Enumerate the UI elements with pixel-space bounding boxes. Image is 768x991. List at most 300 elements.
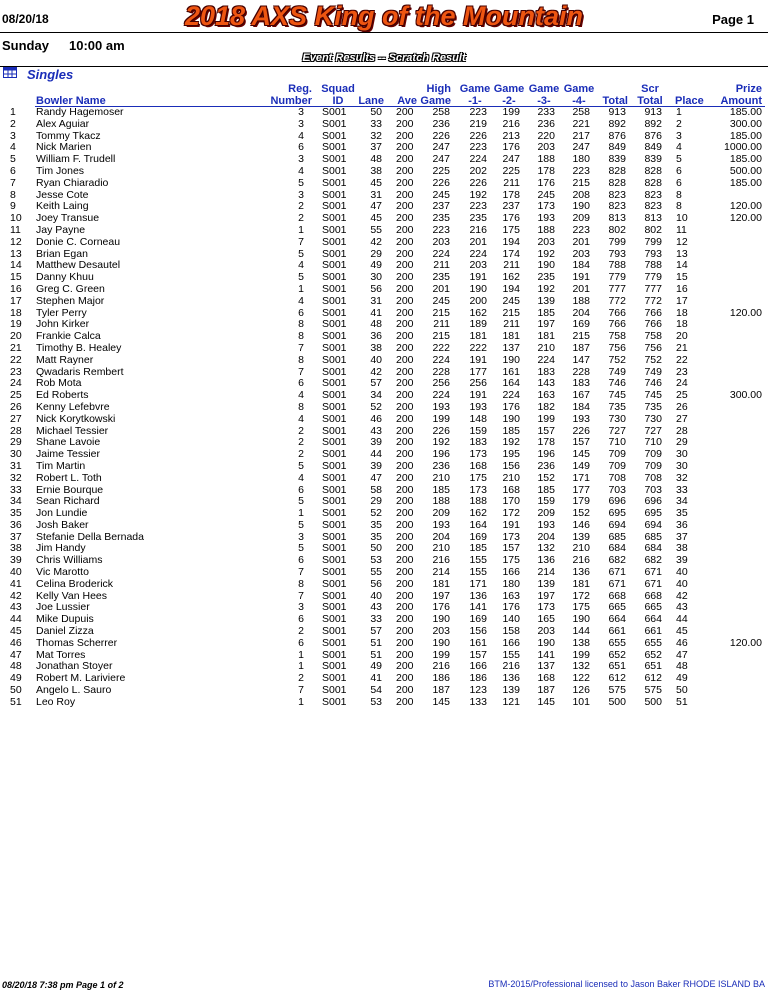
cell-game-4: 138 — [572, 636, 590, 649]
cell-lane: 51 — [370, 636, 382, 649]
cell-game-1: 162 — [469, 507, 487, 520]
cell-scr-total: 735 — [644, 400, 662, 413]
cell-bowler-name: Keith Laing — [36, 200, 89, 213]
cell-average: 200 — [396, 188, 414, 201]
cell-average: 200 — [396, 625, 414, 638]
cell-game-4: 184 — [572, 400, 590, 413]
cell-game-1: 219 — [469, 117, 487, 130]
cell-game-1: 136 — [469, 589, 487, 602]
cell-game-4: 149 — [572, 459, 590, 472]
table-row — [0, 461, 768, 473]
table-row — [0, 166, 768, 178]
cell-place: 42 — [676, 589, 688, 602]
cell-place-index: 7 — [10, 176, 16, 189]
cell-reg-number: 4 — [298, 389, 304, 402]
cell-high-game: 145 — [432, 695, 450, 708]
cell-place-index: 41 — [10, 577, 22, 590]
cell-reg-number: 7 — [298, 235, 304, 248]
cell-high-game: 214 — [432, 566, 450, 579]
cell-game-4: 177 — [572, 483, 590, 496]
cell-place-index: 29 — [10, 436, 22, 449]
cell-bowler-name: Matthew Desautel — [36, 259, 121, 272]
cell-high-game: 226 — [432, 176, 450, 189]
cell-average: 200 — [396, 577, 414, 590]
cell-reg-number: 7 — [298, 684, 304, 697]
cell-total: 695 — [608, 507, 626, 520]
cell-game-1: 164 — [469, 518, 487, 531]
cell-game-1: 169 — [469, 530, 487, 543]
cell-game-3: 185 — [537, 306, 555, 319]
cell-squad-id: S001 — [322, 106, 347, 118]
cell-game-1: 256 — [469, 377, 487, 390]
cell-reg-number: 7 — [298, 341, 304, 354]
cell-game-1: 148 — [469, 412, 487, 425]
cell-total: 671 — [608, 566, 626, 579]
cell-place-index: 26 — [10, 400, 22, 413]
cell-game-2: 174 — [502, 247, 520, 260]
cell-place: 48 — [676, 660, 688, 673]
cell-lane: 38 — [370, 164, 382, 177]
cell-place: 38 — [676, 542, 688, 555]
cell-game-1: 222 — [469, 341, 487, 354]
cell-reg-number: 2 — [298, 436, 304, 449]
cell-place: 6 — [676, 176, 682, 189]
cell-total: 696 — [608, 495, 626, 508]
cell-average: 200 — [396, 223, 414, 236]
cell-game-2: 237 — [502, 200, 520, 213]
cell-high-game: 199 — [432, 412, 450, 425]
cell-game-4: 208 — [572, 188, 590, 201]
cell-place: 40 — [676, 577, 688, 590]
cell-total: 756 — [608, 341, 626, 354]
page-number: Page 1 — [712, 12, 754, 27]
cell-game-3: 236 — [537, 117, 555, 130]
cell-game-2: 175 — [502, 223, 520, 236]
cell-bowler-name: Daniel Zizza — [36, 625, 94, 638]
cell-total: 823 — [608, 200, 626, 213]
cell-bowler-name: Angelo L. Sauro — [36, 684, 112, 697]
cell-lane: 54 — [370, 684, 382, 697]
cell-scr-total: 500 — [644, 695, 662, 708]
cell-game-3: 210 — [537, 341, 555, 354]
table-row — [0, 178, 768, 190]
cell-game-3: 152 — [537, 471, 555, 484]
cell-total: 671 — [608, 577, 626, 590]
cell-squad-id: S001 — [322, 424, 347, 437]
cell-prize-amount: 300.00 — [729, 389, 762, 402]
cell-prize-amount: 300.00 — [729, 117, 762, 130]
cell-place-index: 35 — [10, 507, 22, 520]
cell-place-index: 51 — [10, 695, 22, 708]
cell-high-game: 224 — [432, 353, 450, 366]
table-row — [0, 225, 768, 237]
cell-lane: 36 — [370, 330, 382, 343]
cell-scr-total: 671 — [644, 566, 662, 579]
cell-game-2: 176 — [502, 400, 520, 413]
table-row — [0, 119, 768, 131]
cell-average: 200 — [396, 294, 414, 307]
cell-game-3: 157 — [537, 424, 555, 437]
cell-game-2: 156 — [502, 459, 520, 472]
cell-game-3: 176 — [537, 176, 555, 189]
cell-game-1: 161 — [469, 636, 487, 649]
cell-game-3: 236 — [537, 459, 555, 472]
cell-high-game: 247 — [432, 153, 450, 166]
report-subtitle: Event Results -- Scratch Result — [302, 52, 466, 64]
cell-bowler-name: Nick Marien — [36, 141, 92, 154]
cell-average: 200 — [396, 235, 414, 248]
cell-reg-number: 5 — [298, 176, 304, 189]
cell-squad-id: S001 — [322, 164, 347, 177]
cell-average: 200 — [396, 636, 414, 649]
cell-reg-number: 1 — [298, 695, 304, 708]
cell-total: 682 — [608, 554, 626, 567]
cell-game-4: 203 — [572, 247, 590, 260]
cell-prize-amount: 120.00 — [729, 212, 762, 225]
cell-bowler-name: Joe Lussier — [36, 601, 90, 614]
cell-lane: 50 — [370, 106, 382, 118]
cell-high-game: 237 — [432, 200, 450, 213]
cell-scr-total: 766 — [644, 306, 662, 319]
cell-place: 26 — [676, 400, 688, 413]
cell-total: 661 — [608, 625, 626, 638]
cell-bowler-name: Greg C. Green — [36, 282, 105, 295]
cell-bowler-name: Kelly Van Hees — [36, 589, 108, 602]
cell-bowler-name: Thomas Scherrer — [36, 636, 118, 649]
cell-place-index: 2 — [10, 117, 16, 130]
cell-squad-id: S001 — [322, 400, 347, 413]
cell-game-1: 203 — [469, 259, 487, 272]
results-table — [0, 107, 768, 709]
cell-place: 39 — [676, 554, 688, 567]
cell-average: 200 — [396, 589, 414, 602]
cell-lane: 56 — [370, 282, 382, 295]
cell-game-4: 167 — [572, 389, 590, 402]
cell-lane: 40 — [370, 353, 382, 366]
cell-place-index: 37 — [10, 530, 22, 543]
cell-reg-number: 7 — [298, 589, 304, 602]
cell-high-game: 201 — [432, 282, 450, 295]
cell-high-game: 228 — [432, 365, 450, 378]
cell-bowler-name: Michael Tessier — [36, 424, 109, 437]
cell-game-2: 176 — [502, 212, 520, 225]
cell-game-2: 216 — [502, 117, 520, 130]
table-row — [0, 296, 768, 308]
cell-game-2: 175 — [502, 554, 520, 567]
cell-reg-number: 8 — [298, 318, 304, 331]
cell-lane: 42 — [370, 235, 382, 248]
cell-reg-number: 8 — [298, 330, 304, 343]
cell-reg-number: 2 — [298, 448, 304, 461]
cell-game-1: 202 — [469, 164, 487, 177]
cell-scr-total: 849 — [644, 141, 662, 154]
cell-lane: 48 — [370, 318, 382, 331]
cell-scr-total: 695 — [644, 507, 662, 520]
cell-place: 12 — [676, 235, 688, 248]
cell-bowler-name: Qwadaris Rembert — [36, 365, 124, 378]
cell-reg-number: 7 — [298, 365, 304, 378]
cell-average: 200 — [396, 400, 414, 413]
cell-game-1: 223 — [469, 141, 487, 154]
cell-squad-id: S001 — [322, 188, 347, 201]
cell-total: 709 — [608, 448, 626, 461]
cell-game-2: 192 — [502, 436, 520, 449]
cell-place-index: 36 — [10, 518, 22, 531]
cell-total: 823 — [608, 188, 626, 201]
cell-reg-number: 3 — [298, 188, 304, 201]
cell-total: 766 — [608, 306, 626, 319]
cell-game-2: 211 — [503, 259, 520, 272]
cell-lane: 35 — [370, 518, 382, 531]
cell-game-4: 226 — [572, 424, 590, 437]
cell-game-1: 173 — [469, 483, 487, 496]
cell-scr-total: 682 — [644, 554, 662, 567]
cell-reg-number: 1 — [298, 660, 304, 673]
cell-squad-id: S001 — [322, 507, 347, 520]
cell-place-index: 40 — [10, 566, 22, 579]
cell-game-3: 197 — [537, 318, 555, 331]
cell-game-3: 182 — [537, 400, 555, 413]
cell-squad-id: S001 — [322, 200, 347, 213]
cell-place-index: 16 — [10, 282, 22, 295]
cell-game-4: 201 — [572, 282, 590, 295]
cell-total: 694 — [608, 518, 626, 531]
cell-reg-number: 4 — [298, 129, 304, 142]
cell-place-index: 10 — [10, 212, 22, 225]
cell-reg-number: 5 — [298, 495, 304, 508]
cell-game-4: 181 — [572, 577, 590, 590]
cell-scr-total: 710 — [644, 436, 662, 449]
cell-lane: 33 — [370, 117, 382, 130]
cell-reg-number: 8 — [298, 400, 304, 413]
cell-place: 16 — [676, 282, 688, 295]
cell-total: 799 — [608, 235, 626, 248]
cell-place: 11 — [676, 223, 687, 236]
cell-bowler-name: Tim Jones — [36, 164, 85, 177]
cell-scr-total: 892 — [644, 117, 662, 130]
cell-average: 200 — [396, 353, 414, 366]
cell-game-1: 159 — [469, 424, 487, 437]
cell-game-4: 209 — [572, 212, 590, 225]
cell-squad-id: S001 — [322, 223, 347, 236]
cell-place: 36 — [676, 518, 688, 531]
cell-high-game: 258 — [432, 106, 450, 118]
cell-game-2: 155 — [502, 648, 520, 661]
cell-bowler-name: Stefanie Della Bernada — [36, 530, 144, 543]
cell-scr-total: 665 — [644, 601, 662, 614]
cell-average: 200 — [396, 424, 414, 437]
cell-reg-number: 5 — [298, 459, 304, 472]
cell-average: 200 — [396, 247, 414, 260]
cell-scr-total: 839 — [644, 153, 662, 166]
cell-lane: 39 — [370, 459, 382, 472]
cell-squad-id: S001 — [322, 318, 347, 331]
cell-squad-id: S001 — [322, 153, 347, 166]
cell-game-4: 215 — [572, 176, 590, 189]
cell-bowler-name: Jay Payne — [36, 223, 86, 236]
cell-game-3: 192 — [537, 247, 555, 260]
cell-average: 200 — [396, 695, 414, 708]
cell-game-2: 211 — [503, 176, 520, 189]
cell-reg-number: 4 — [298, 412, 304, 425]
cell-scr-total: 703 — [644, 483, 662, 496]
cell-lane: 53 — [370, 695, 382, 708]
cell-place: 43 — [676, 601, 688, 614]
cell-place: 35 — [676, 507, 688, 520]
cell-squad-id: S001 — [322, 577, 347, 590]
cell-total: 651 — [608, 660, 626, 673]
event-day: Sunday — [2, 38, 49, 53]
cell-game-2: 140 — [502, 613, 520, 626]
cell-game-3: 209 — [537, 507, 555, 520]
cell-lane: 52 — [370, 400, 382, 413]
cell-scr-total: 671 — [644, 577, 662, 590]
cell-high-game: 188 — [432, 495, 450, 508]
cell-game-2: 172 — [502, 507, 520, 520]
cell-game-2: 180 — [502, 577, 520, 590]
cell-game-1: 162 — [469, 306, 487, 319]
cell-reg-number: 3 — [298, 153, 304, 166]
cell-high-game: 203 — [432, 235, 450, 248]
cell-squad-id: S001 — [322, 625, 347, 638]
cell-scr-total: 779 — [644, 271, 662, 284]
cell-scr-total: 709 — [644, 459, 662, 472]
event-time: 10:00 am — [69, 38, 125, 53]
cell-game-4: 217 — [572, 129, 590, 142]
cell-place-index: 11 — [10, 223, 21, 236]
cell-average: 200 — [396, 542, 414, 555]
cell-total: 876 — [608, 129, 626, 142]
cell-total: 575 — [608, 684, 626, 697]
cell-game-1: 169 — [469, 613, 487, 626]
cell-lane: 45 — [370, 212, 382, 225]
cell-place-index: 31 — [10, 459, 22, 472]
cell-squad-id: S001 — [322, 672, 347, 685]
column-header-ave: Ave — [397, 95, 417, 107]
cell-high-game: 203 — [432, 625, 450, 638]
cell-prize-amount: 185.00 — [729, 176, 762, 189]
cell-game-3: 187 — [537, 684, 555, 697]
cell-game-2: 181 — [502, 330, 520, 343]
cell-place-index: 6 — [10, 164, 16, 177]
cell-average: 200 — [396, 518, 414, 531]
cell-game-1: 141 — [469, 601, 487, 614]
cell-prize-amount: 185.00 — [729, 106, 762, 118]
cell-game-2: 162 — [502, 271, 520, 284]
cell-high-game: 193 — [432, 518, 450, 531]
cell-scr-total: 802 — [644, 223, 662, 236]
cell-high-game: 245 — [432, 188, 450, 201]
cell-place-index: 15 — [10, 271, 22, 284]
cell-game-3: 159 — [537, 495, 555, 508]
cell-prize-amount: 1000.00 — [724, 141, 762, 154]
cell-bowler-name: Timothy B. Healey — [36, 341, 122, 354]
cell-place: 47 — [676, 648, 688, 661]
cell-squad-id: S001 — [322, 259, 347, 272]
cell-squad-id: S001 — [322, 613, 347, 626]
cell-place-index: 21 — [10, 341, 22, 354]
cell-high-game: 226 — [432, 129, 450, 142]
cell-game-2: 247 — [502, 153, 520, 166]
cell-game-2: 173 — [502, 530, 520, 543]
cell-place: 10 — [676, 212, 688, 225]
cell-reg-number: 2 — [298, 212, 304, 225]
cell-game-1: 201 — [469, 235, 487, 248]
cell-reg-number: 8 — [298, 577, 304, 590]
cell-place-index: 23 — [10, 365, 22, 378]
cell-average: 200 — [396, 660, 414, 673]
cell-game-3: 165 — [537, 613, 555, 626]
cell-game-4: 193 — [572, 412, 590, 425]
cell-game-1: 190 — [469, 282, 487, 295]
cell-average: 200 — [396, 471, 414, 484]
cell-average: 200 — [396, 389, 414, 402]
cell-place: 29 — [676, 436, 688, 449]
cell-scr-total: 749 — [644, 365, 662, 378]
cell-reg-number: 6 — [298, 141, 304, 154]
cell-bowler-name: Shane Lavoie — [36, 436, 101, 449]
cell-bowler-name: Tim Martin — [36, 459, 86, 472]
cell-place: 51 — [676, 695, 688, 708]
cell-place-index: 22 — [10, 353, 22, 366]
cell-total: 779 — [608, 271, 626, 284]
cell-place-index: 3 — [10, 129, 16, 142]
cell-reg-number: 3 — [298, 601, 304, 614]
cell-game-4: 223 — [572, 223, 590, 236]
cell-bowler-name: Josh Baker — [36, 518, 89, 531]
cell-place-index: 34 — [10, 495, 22, 508]
cell-game-4: 210 — [572, 542, 590, 555]
cell-squad-id: S001 — [322, 589, 347, 602]
cell-lane: 43 — [370, 424, 382, 437]
column-header-bowler-name: Bowler Name — [36, 95, 106, 107]
cell-game-3: 168 — [537, 672, 555, 685]
cell-squad-id: S001 — [322, 483, 347, 496]
cell-squad-id: S001 — [322, 471, 347, 484]
cell-game-1: 189 — [469, 318, 487, 331]
cell-high-game: 222 — [432, 341, 450, 354]
cell-bowler-name: Danny Khuu — [36, 271, 94, 284]
cell-game-2: 164 — [502, 377, 520, 390]
cell-scr-total: 730 — [644, 412, 662, 425]
cell-prize-amount: 185.00 — [729, 153, 762, 166]
cell-game-3: 178 — [537, 436, 555, 449]
cell-scr-total: 793 — [644, 247, 662, 260]
cell-game-4: 101 — [572, 695, 590, 708]
table-row — [0, 237, 768, 249]
cell-high-game: 225 — [432, 164, 450, 177]
cell-total: 849 — [608, 141, 626, 154]
cell-lane: 53 — [370, 554, 382, 567]
cell-place: 33 — [676, 483, 688, 496]
cell-squad-id: S001 — [322, 554, 347, 567]
cell-game-3: 139 — [537, 577, 555, 590]
cell-game-4: 191 — [572, 271, 590, 284]
cell-game-3: 197 — [537, 589, 555, 602]
cell-squad-id: S001 — [322, 282, 347, 295]
cell-scr-total: 684 — [644, 542, 662, 555]
cell-game-2: 163 — [502, 589, 520, 602]
cell-game-3: 143 — [537, 377, 555, 390]
subtitle-rule — [0, 66, 768, 67]
cell-game-4: 216 — [572, 554, 590, 567]
cell-bowler-name: Ernie Bourque — [36, 483, 104, 496]
cell-scr-total: 828 — [644, 176, 662, 189]
cell-average: 200 — [396, 341, 414, 354]
cell-squad-id: S001 — [322, 365, 347, 378]
cell-bowler-name: Kenny Lefebvre — [36, 400, 110, 413]
cell-lane: 42 — [370, 365, 382, 378]
